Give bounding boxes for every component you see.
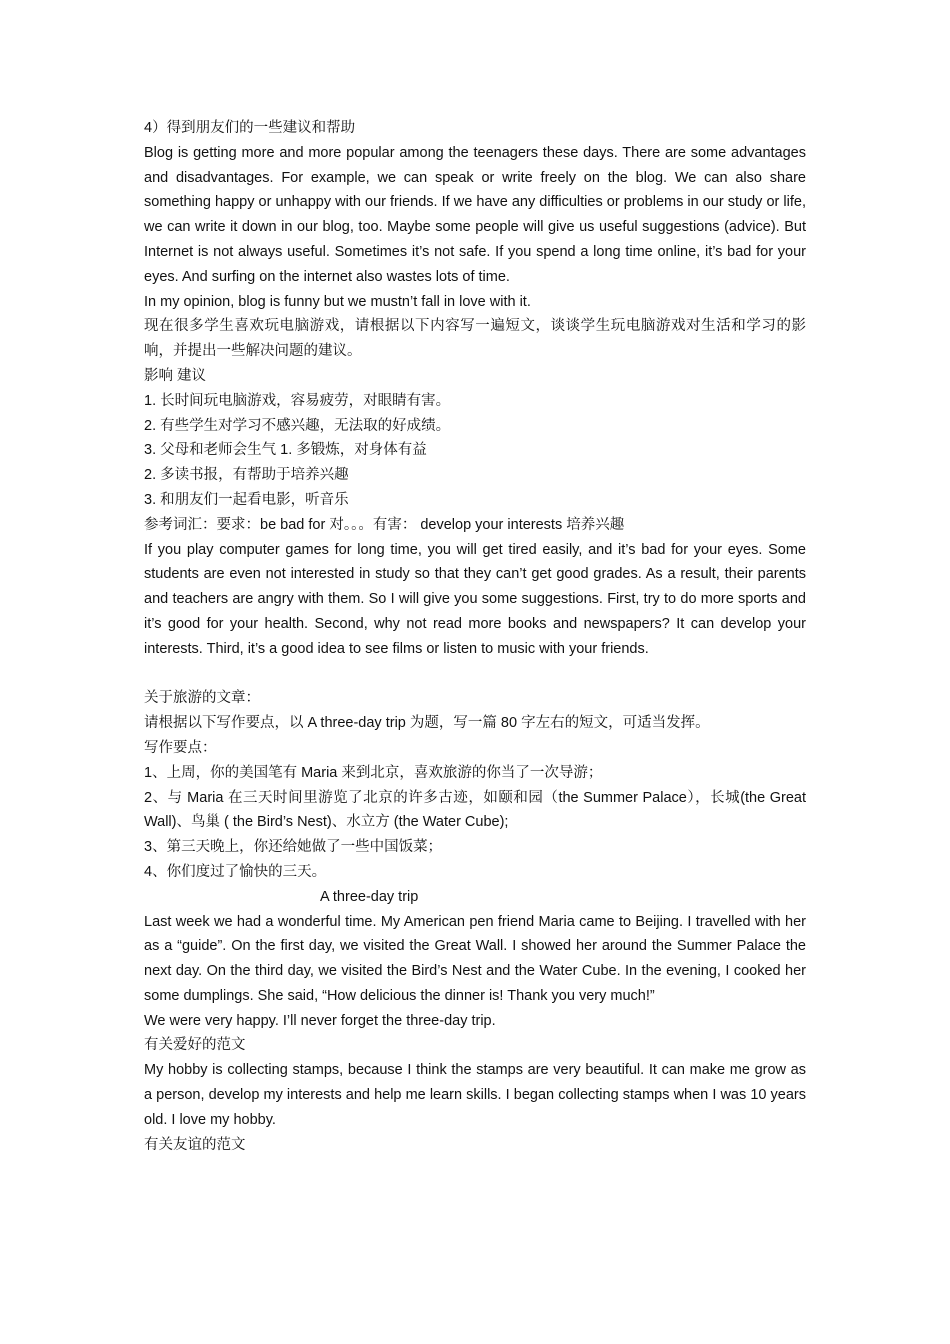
travel-heading: 关于旅游的文章：	[144, 690, 260, 707]
travel-essay: Last week we had a wonderful time. My American pen friend Maria came to Beijing. I travelled with her as a “guide”. On the first day, we visited the Great Wall. I showed her around the Summer Palace the next day. On the third day, we visited the Bird’s Nest and the Water Cube. In the evening, I cooked her some dumplings. She said, “How delicious the dinner is! Thank you very much!”	[144, 913, 806, 1004]
games-vocab: 参考词汇：要求：be bad for 对。。。有害： develop your interests 培养兴趣	[144, 516, 625, 533]
travel-point: 1、上周，你的美国笔有 Maria 来到北京，喜欢旅游的你当了一次导游；	[144, 764, 603, 781]
games-essay: If you play computer games for long time, you will get tired easily, and it’s bad for your eyes. Some students are even not interested in study so that they can’t get good grades. As a result, their parents and teachers are angry with them. So I will give you some suggestions. First, try to do more sports and it’s good for your health. Second, why not read more books and newspapers? It can develop your interests. Third, it’s a good idea to see films or listen to music with your friends.	[144, 541, 806, 657]
blank-line	[144, 662, 806, 687]
travel-closing: We were very happy. I’ll never forget the three-day trip.	[144, 1012, 496, 1029]
blog-point-4: 4）得到朋友们的一些建议和帮助	[144, 120, 356, 136]
games-item: 2. 多读书报，有帮助于培养兴趣	[144, 467, 349, 484]
travel-prompt: 请根据以下写作要点，以 A three-day trip 为题，写一篇 80 字左右的短文，可适当发挥。	[144, 715, 710, 732]
games-header: 影响 建议	[144, 367, 207, 384]
travel-point: 2、与 Maria 在三天时间里游览了北京的许多古迹，如颐和园（the Summer Palace），长城(the Great Wall)、鸟巢 ( the Bird’s Nest)、水立方 (the Water Cube);	[144, 789, 806, 831]
travel-points-heading: 写作要点：	[144, 739, 217, 756]
blog-essay: Blog is getting more and more popular among the teenagers these days. There are some advantages and disadvantages. For example, we can speak or write freely on the blog. We can also share something happy or unhappy with our friends. If we have any difficulties or problems in our study or life, we can write it down in our blog, too. Maybe some people will give us useful suggestions (advice). But Internet is not always useful. Sometimes it’s not safe. If you spend a long time online, it’s bad for your eyes. And surfing on the internet also wastes lots of time.	[144, 144, 806, 285]
travel-essay-title: A three-day trip	[320, 888, 419, 905]
games-item: 3. 父母和老师会生气 1. 多锻炼，对身体有益	[144, 442, 427, 459]
hobby-essay: My hobby is collecting stamps, because I think the stamps are very beautiful. It can make me grow as a person, develop my interests and help me learn skills. I began collecting stamps when I was 10 years old. I love my hobby.	[144, 1062, 806, 1128]
hobby-heading: 有关爱好的范文	[144, 1037, 246, 1054]
games-item: 3. 和朋友们一起看电影，听音乐	[144, 491, 349, 508]
friendship-heading: 有关友谊的范文	[144, 1136, 246, 1153]
travel-point: 4、你们度过了愉快的三天。	[144, 863, 327, 880]
travel-point: 3、第三天晚上，你还给她做了一些中国饭菜；	[144, 839, 443, 856]
blog-opinion: In my opinion, blog is funny but we mustn’t fall in love with it.	[144, 293, 531, 310]
document-page	[144, 116, 806, 1157]
games-item: 1. 长时间玩电脑游戏，容易疲劳，对眼睛有害。	[144, 392, 451, 409]
games-item: 2. 有些学生对学习不感兴趣，无法取的好成绩。	[144, 417, 451, 434]
games-prompt: 现在很多学生喜欢玩电脑游戏，请根据以下内容写一遍短文，谈谈学生玩电脑游戏对生活和学习的影响，并提出一些解决问题的建议。	[144, 318, 806, 360]
